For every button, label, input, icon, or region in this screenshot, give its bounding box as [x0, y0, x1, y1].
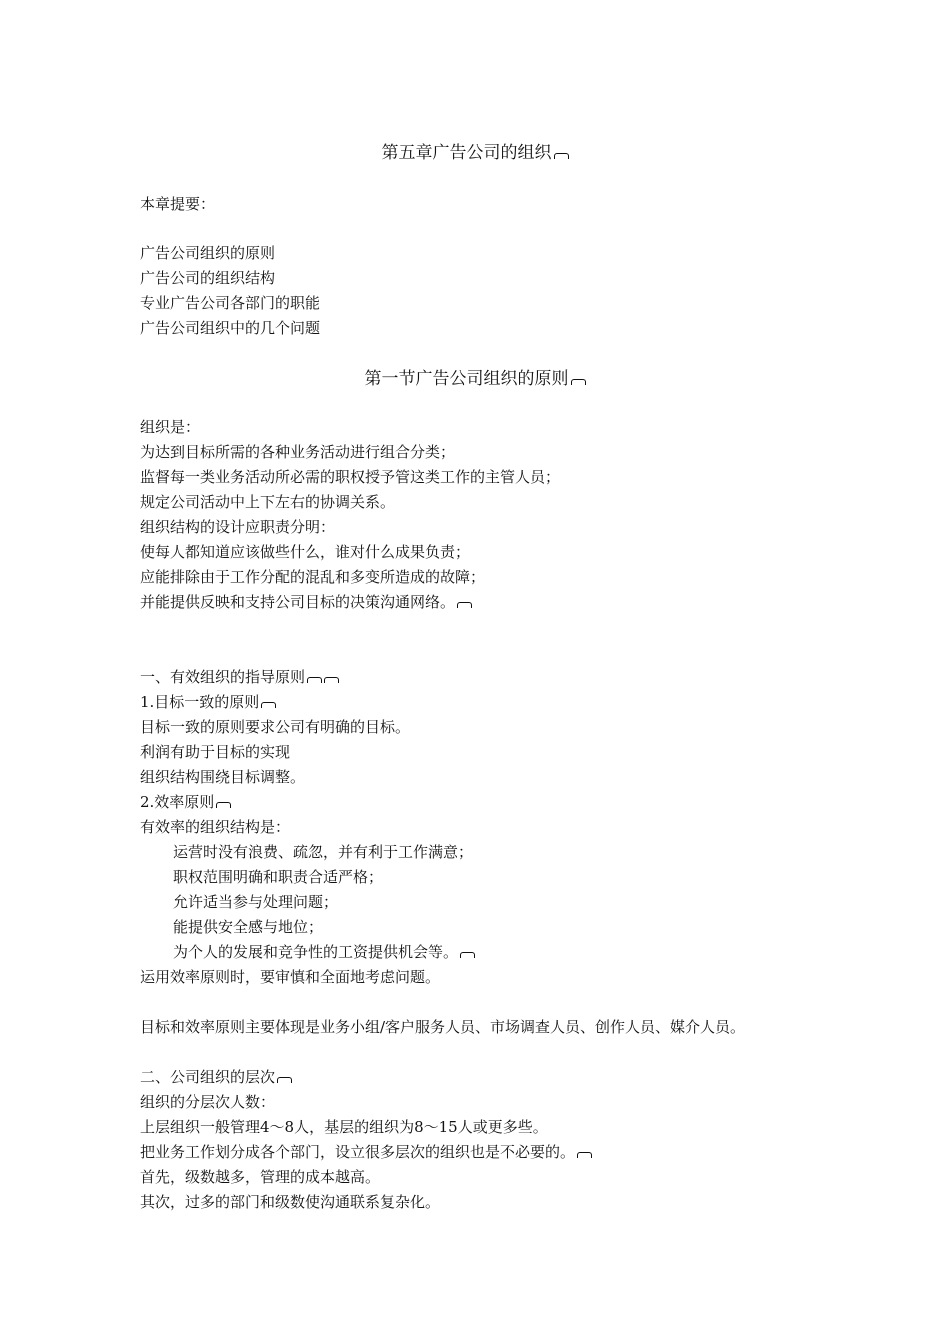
body-line: 有效率的组织结构是：: [140, 818, 291, 836]
break-mark-icon: [324, 677, 339, 683]
body-line: 组织结构围绕目标调整。: [140, 768, 306, 786]
body-line: 为达到目标所需的各种业务活动进行组合分类；: [140, 443, 456, 461]
summary-item: 广告公司组织的原则: [140, 244, 276, 262]
subheading: 2.效率原则: [140, 792, 231, 812]
body-line: 使每人都知道应该做些什么，谁对什么成果负责；: [140, 543, 471, 561]
subheading: 1.目标一致的原则: [140, 692, 276, 712]
body-line: 并能提供反映和支持公司目标的决策沟通网络。: [140, 592, 472, 612]
break-mark-icon: [307, 677, 322, 683]
summary-item: 广告公司组织中的几个问题: [140, 319, 321, 337]
body-line: 利润有助于目标的实现: [140, 743, 291, 761]
break-mark-icon: [460, 952, 475, 958]
break-mark-icon: [457, 602, 472, 608]
body-line: 监督每一类业务活动所必需的职权授予管这类工作的主管人员；: [140, 468, 561, 486]
body-line: 首先，级数越多，管理的成本越高。: [140, 1168, 381, 1186]
list-item: 能提供安全感与地位；: [173, 918, 324, 936]
summary-item: 广告公司的组织结构: [140, 269, 276, 287]
section-title: 第一节广告公司组织的原则: [0, 368, 950, 390]
chapter-title: 第五章广告公司的组织: [0, 142, 950, 164]
body-line: 组织的分层次人数：: [140, 1093, 276, 1111]
body-line: 目标一致的原则要求公司有明确的目标。: [140, 718, 411, 736]
list-item: 为个人的发展和竞争性的工资提供机会等。: [173, 942, 475, 962]
part-heading: 二、公司组织的层次: [140, 1067, 292, 1087]
body-line: 应能排除由于工作分配的混乱和多变所造成的故障；: [140, 568, 486, 586]
summary-label: 本章提要：: [140, 195, 216, 213]
body-line: 目标和效率原则主要体现是业务小组/客户服务人员、市场调查人员、创作人员、媒介人员。: [140, 1018, 746, 1036]
list-item: 职权范围明确和职责合适严格；: [173, 868, 384, 886]
list-item: 运营时没有浪费、疏忽，并有利于工作满意；: [173, 843, 474, 861]
body-line: 把业务工作划分成各个部门，设立很多层次的组织也是不必要的。: [140, 1142, 592, 1162]
break-mark-icon: [277, 1077, 292, 1083]
part-heading: 一、有效组织的指导原则: [140, 667, 339, 687]
body-line: 运用效率原则时，要审慎和全面地考虑问题。: [140, 968, 441, 986]
list-item: 允许适当参与处理问题；: [173, 893, 339, 911]
body-line: 组织是：: [140, 418, 201, 436]
break-mark-icon: [571, 379, 586, 385]
break-mark-icon: [577, 1152, 592, 1158]
break-mark-icon: [554, 153, 569, 159]
body-line: 上层组织一般管理4～8人，基层的组织为8～15人或更多些。: [140, 1118, 548, 1136]
summary-item: 专业广告公司各部门的职能: [140, 294, 321, 312]
body-line: 其次，过多的部门和级数使沟通联系复杂化。: [140, 1193, 441, 1211]
break-mark-icon: [261, 702, 276, 708]
break-mark-icon: [216, 802, 231, 808]
body-line: 规定公司活动中上下左右的协调关系。: [140, 493, 396, 511]
body-line: 组织结构的设计应职责分明：: [140, 518, 336, 536]
